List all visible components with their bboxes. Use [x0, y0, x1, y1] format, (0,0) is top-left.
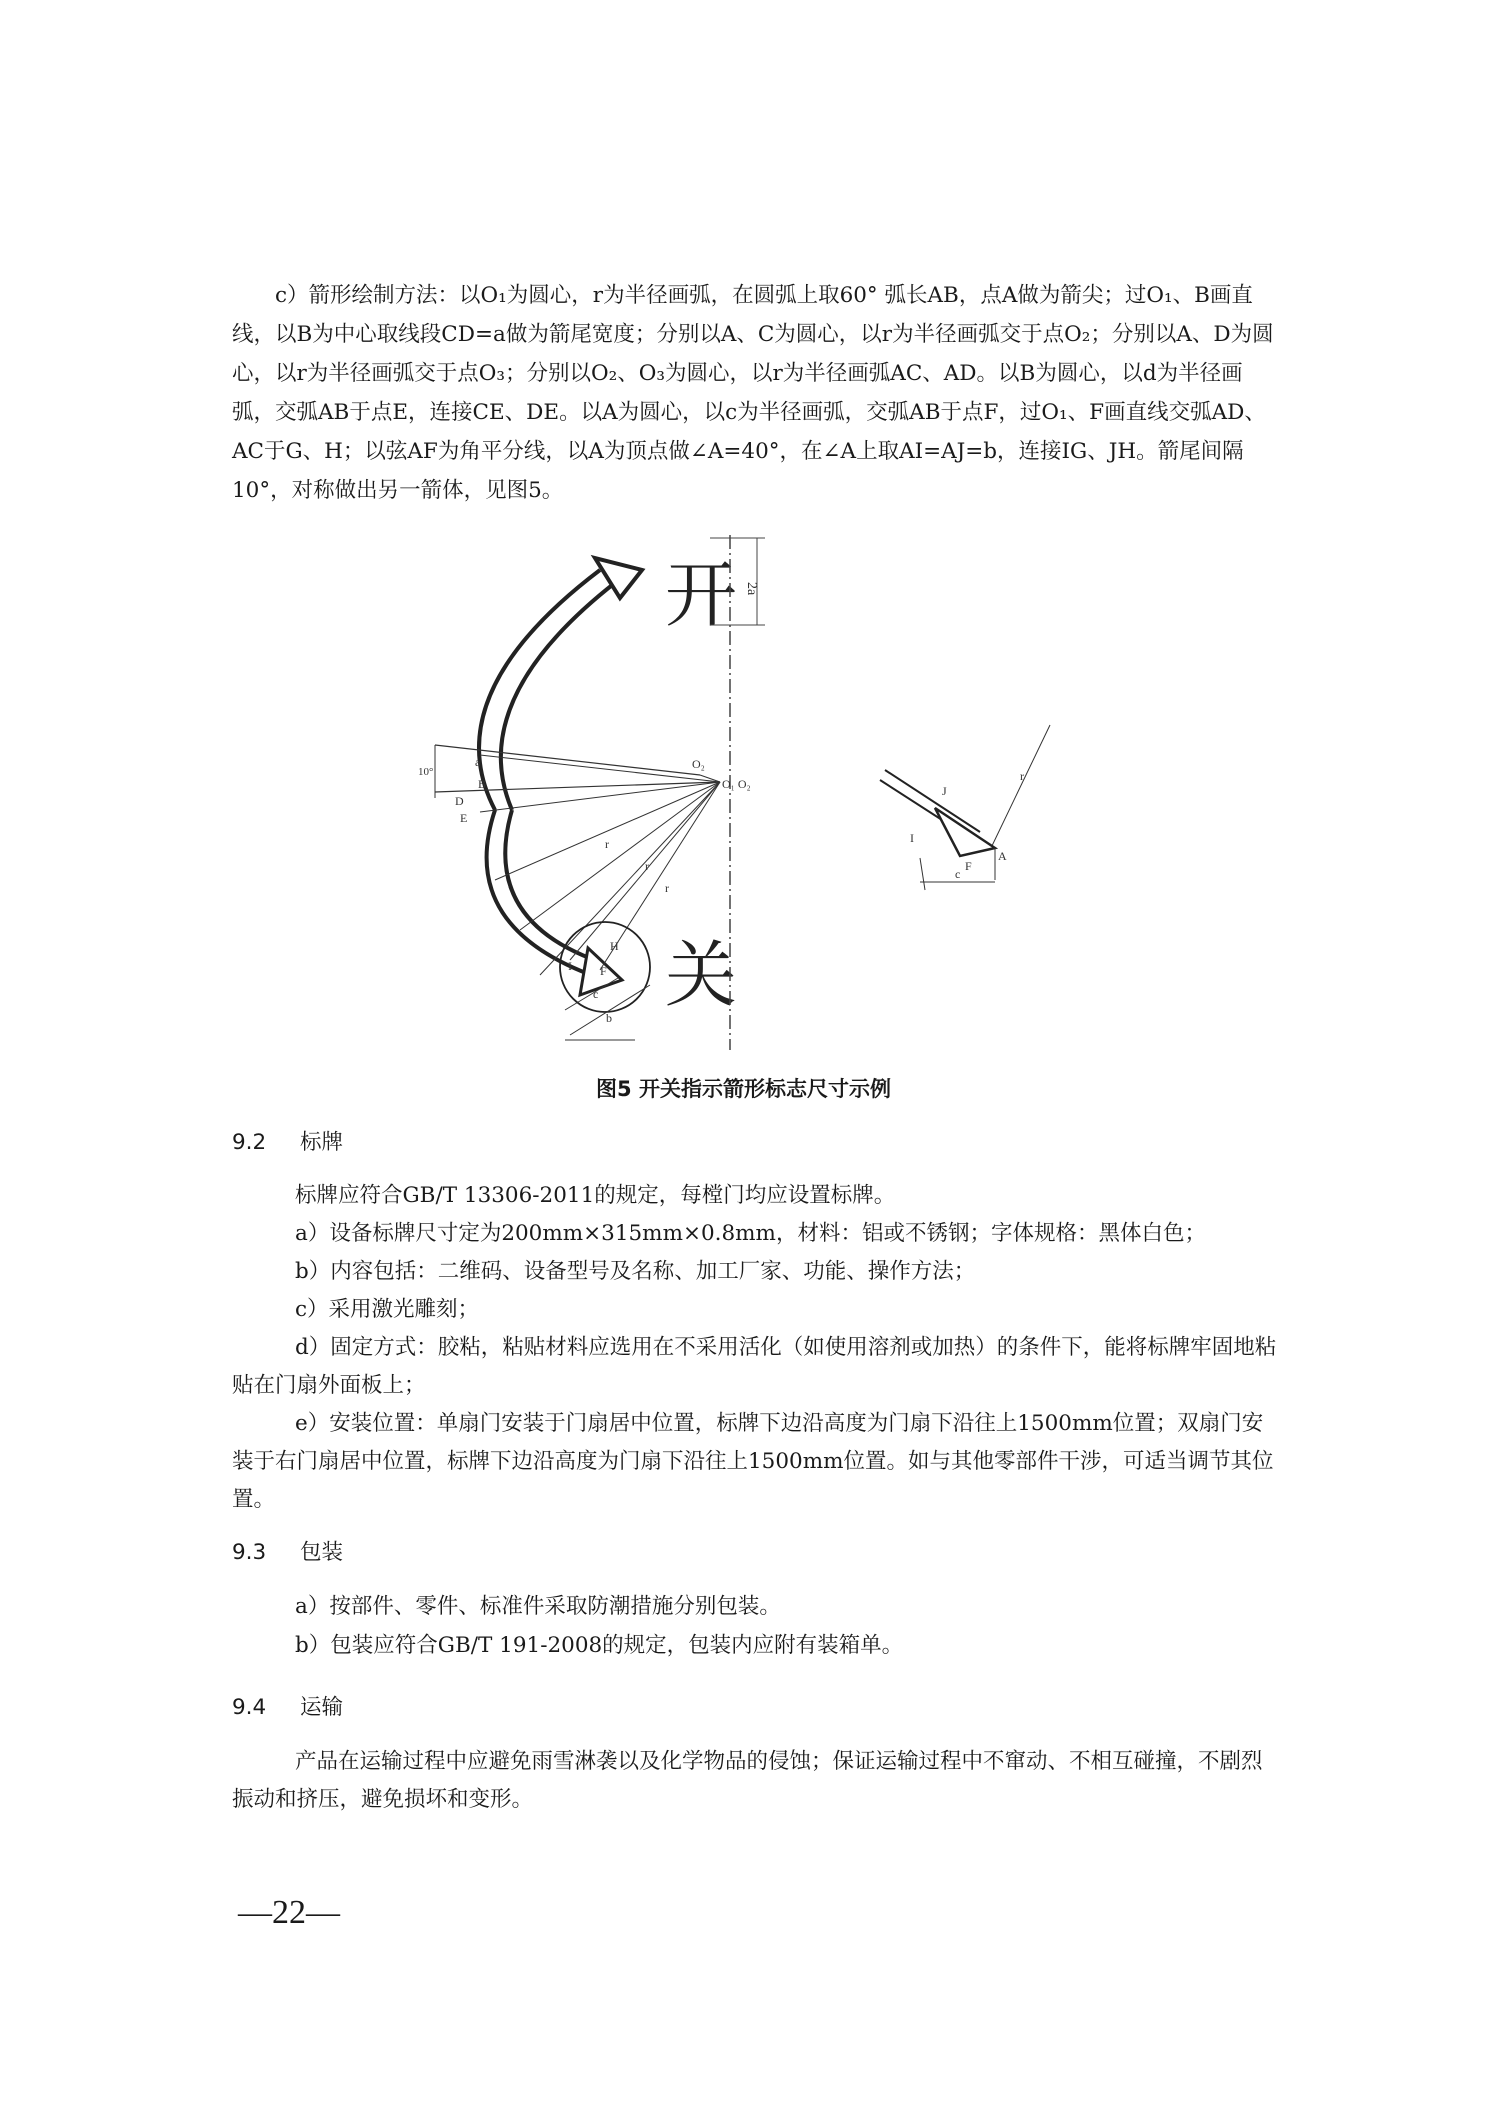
section-9-2-item-d: d）固定方式：胶粘，粘贴材料应选用在不采用活化（如使用溶剂或加热）的条件下，能将标牌牢固地粘贴在门扇外面板上；: [232, 1335, 1277, 1398]
section-9-2-intro: 标牌应符合GB/T 13306-2011的规定，每樘门均应设置标牌。: [295, 1183, 896, 1208]
label-e: E: [460, 811, 468, 825]
label-a: a: [475, 755, 481, 769]
section-9-3-item-a: a）按部件、零件、标准件采取防潮措施分别包装。: [295, 1594, 781, 1619]
detail-label-j: J: [942, 784, 947, 798]
detail-label-i: I: [910, 831, 914, 845]
section-9-3-title: 包装: [300, 1540, 344, 1565]
label-o1-o2: O₁ O₂: [722, 777, 751, 791]
section-9-2-item-e: e）安装位置：单扇门安装于门扇居中位置，标牌下边沿高度为门扇下沿往上1500mm位置；双扇门安装于右门扇居中位置，标牌下边沿高度为门扇下沿往上1500mm位置。如与其他零部件干涉，可适当调节其位置。: [232, 1411, 1274, 1512]
label-r-3: r: [665, 881, 669, 895]
label-c: c: [593, 987, 599, 1001]
arrow-dimension-figure: [420, 530, 800, 1050]
detail-label-r: r: [1020, 769, 1024, 783]
label-o2: O₂: [692, 757, 705, 771]
label-i: I: [568, 959, 572, 973]
dim-2a-label: 2a: [744, 582, 759, 596]
section-9-2-item-a: a）设备标牌尺寸定为200mm×315mm×0.8mm，材料：铝或不锈钢；字体规格：黑体白色；: [295, 1221, 1206, 1246]
section-9-3-number: 9.3: [232, 1540, 267, 1565]
label-r-1: r: [605, 837, 609, 851]
char-close: 关: [665, 936, 738, 1016]
section-9-3-heading: [232, 1535, 343, 1566]
section-9-2-item-c: c）采用激光雕刻；: [295, 1297, 480, 1322]
label-10deg: 10°: [418, 766, 434, 778]
figure-caption: 图5 开关指示箭形标志尺寸示例: [596, 1077, 891, 1101]
detail-label-f: F: [965, 859, 972, 873]
label-d: D: [455, 794, 464, 808]
detail-label-c: c: [955, 867, 961, 881]
section-9-4-paragraph: 产品在运输过程中应避免雨雪淋袭以及化学物品的侵蚀；保证运输过程中不窜动、不相互碰撞，不剧烈振动和挤压，避免损坏和变形。: [232, 1749, 1263, 1812]
detail-label-a: A: [998, 849, 1007, 863]
section-9-2-number: 9.2: [232, 1130, 267, 1155]
section-9-2-title: 标牌: [300, 1130, 344, 1155]
page-number: —22—: [238, 1894, 340, 1931]
label-b-point: B: [478, 777, 487, 791]
label-h: H: [610, 939, 619, 953]
section-9-2-item-b: b）内容包括：二维码、设备型号及名称、加工厂家、功能、操作方法；: [295, 1259, 976, 1284]
label-r-2: r: [645, 859, 649, 873]
section-c-paragraph: c）箭形绘制方法：以O₁为圆心，r为半径画弧，在圆弧上取60° 弧长AB，点A做为箭尖；过O₁、B画直线，以B为中心取线段CD=a做为箭尾宽度；分别以A、C为圆心，以r为半径画弧交于点O₂；分别以A、D为圆心，以r为半径画弧交于点O₃；分别以O₂、O₃为圆心，以r为半径画弧AC、AD。以B为圆心，以d为半径画弧，交弧AB于点E，连接CE、DE。以A为圆心，以c为半径画弧，交弧AB于点F，过O₁、F画直线交弧AD、AC于G、H；以弦AF为角平分线，以A为顶点做∠A=40°，在∠A上取AI=AJ=b，连接IG、JH。箭尾间隔10°，对称做出另一箭体，见图5。: [232, 283, 1274, 503]
section-9-4-number: 9.4: [232, 1695, 267, 1720]
label-b: b: [606, 1011, 612, 1025]
section-9-2-heading: [232, 1125, 343, 1156]
label-f: F: [600, 964, 607, 978]
arrow-tip-detail-figure: [870, 720, 1070, 920]
section-9-4-heading: [232, 1690, 343, 1721]
char-open: 开: [665, 556, 738, 636]
section-9-4-title: 运输: [300, 1695, 344, 1720]
section-9-3-item-b: b）包装应符合GB/T 191-2008的规定，包装内应附有装箱单。: [295, 1633, 904, 1658]
